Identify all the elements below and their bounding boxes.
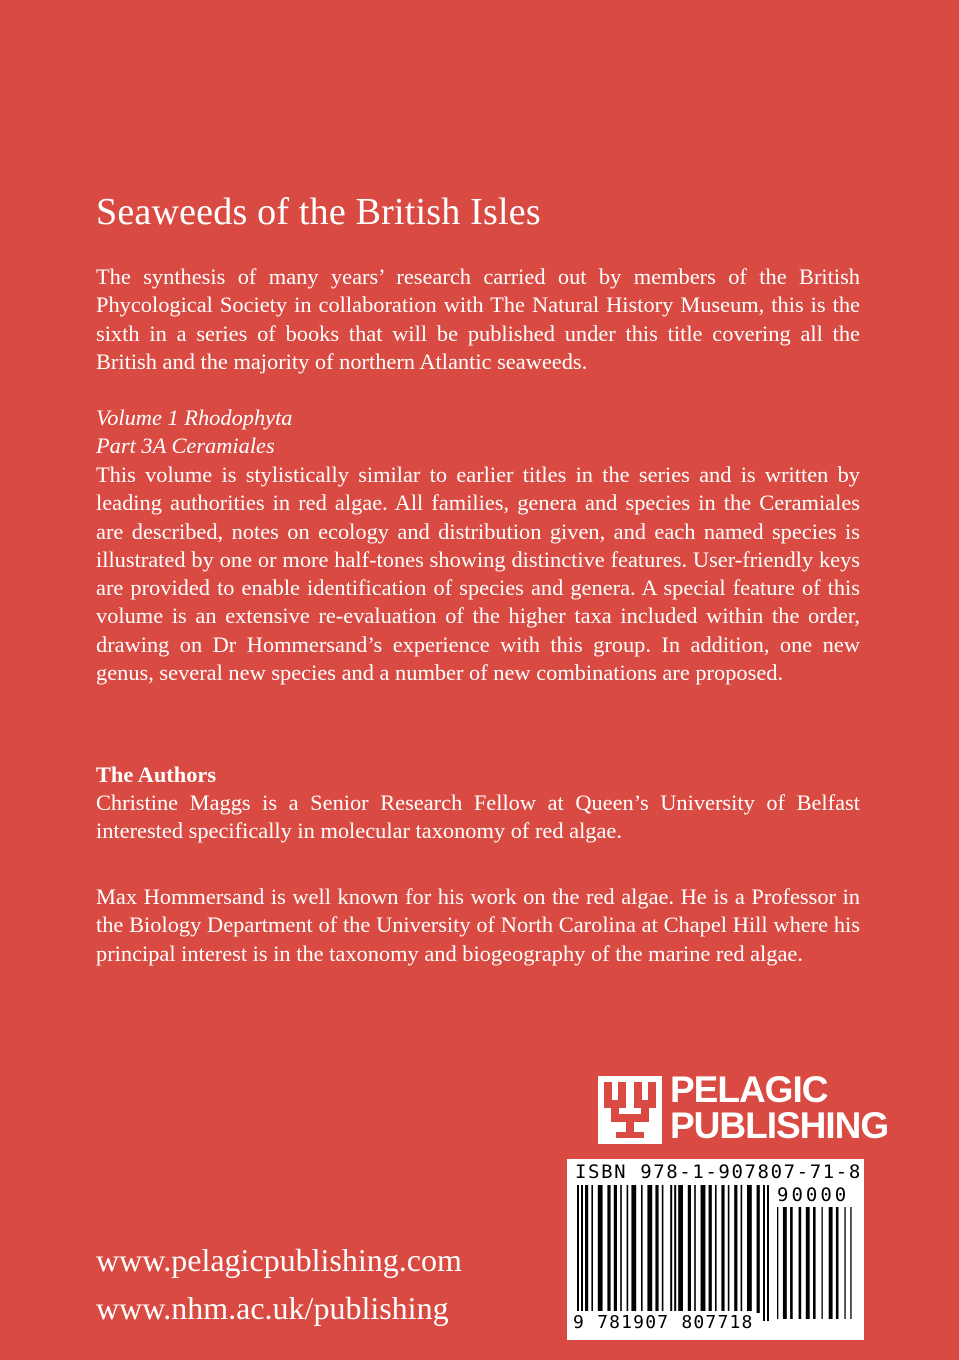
- publisher-name-line2: PUBLISHING: [670, 1105, 889, 1146]
- part-line: Part 3A Ceramiales: [96, 433, 275, 459]
- author-bio-hommersand: Max Hommersand is well known for his work on the red algae. He is a Professor in the Biology Department of the University of North Carolina at Chapel Hill where his principal interest is in the taxonomy and biogeography of the marine red algae.: [96, 884, 860, 966]
- website-list: [96, 1236, 462, 1332]
- isbn-barcode: [567, 1159, 864, 1340]
- book-title: Seaweeds of the British Isles: [96, 191, 541, 233]
- publisher-name-line1: PELAGIC: [670, 1069, 828, 1110]
- authors-heading: The Authors: [96, 762, 217, 787]
- isbn-number: ISBN 978-1-907807-71-8: [575, 1161, 862, 1183]
- publisher-name: [670, 1069, 889, 1146]
- pelagic-logo-icon: [598, 1076, 662, 1144]
- author-bio-maggs: Christine Maggs is a Senior Research Fellow at Queen’s University of Belfast interested specifically in molecular taxonomy of red algae.: [96, 790, 860, 844]
- website-nhm[interactable]: www.nhm.ac.uk/publishing: [96, 1290, 449, 1326]
- volume-description: This volume is stylistically similar to earlier titles in the series and is written by leading authorities in red algae. All families, genera and species in the Ceramiales are described, notes on ecology and distribution given, and each named species is illustrated by one or more half-tones showing distinctive features. User-friendly keys are provided to enable identification of species and genera. A special feature of this volume is an extensive re-evaluation of the higher taxa included within the order, drawing on Dr Hommersand’s experience with this group. In addition, one new genus, several new species and a number of new combinations are proposed.: [96, 462, 860, 686]
- website-pelagic[interactable]: www.pelagicpublishing.com: [96, 1242, 462, 1278]
- price-code: 90000: [777, 1184, 850, 1206]
- ean-digits: 9 781907 807718: [573, 1312, 754, 1333]
- volume-heading: [96, 404, 860, 461]
- intro-paragraph: The synthesis of many years’ research carried out by members of the British Phycological Society in collaboration with The Natural History Museum, this is the sixth in a series of books that will be published under this title covering all the British and the majority of northern Atlantic seaweeds.: [96, 264, 860, 374]
- volume-line: Volume 1 Rhodophyta: [96, 405, 293, 430]
- publisher-logo: [598, 1069, 889, 1148]
